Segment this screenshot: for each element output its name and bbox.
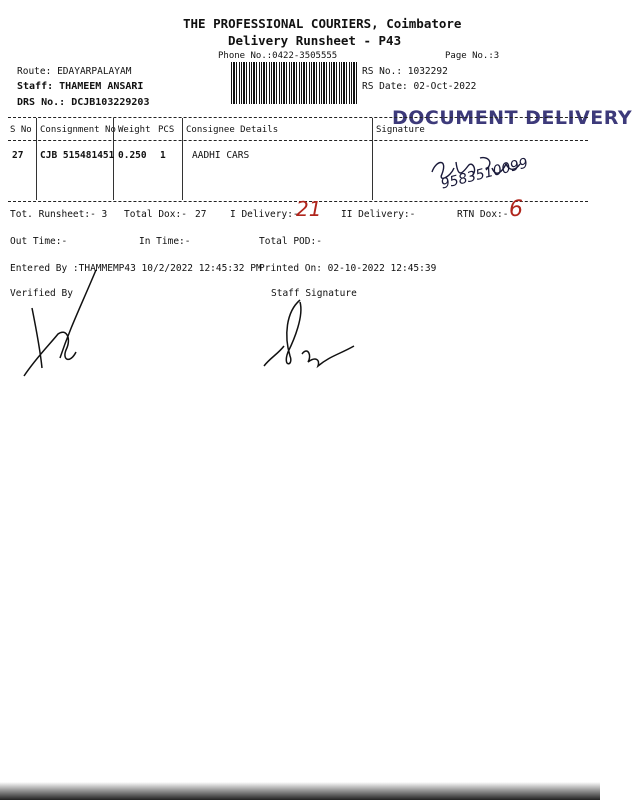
col-divider: [36, 118, 37, 200]
total-dox-label: Total Dox:-: [124, 209, 187, 220]
col-divider: [182, 118, 183, 200]
total-runsheet: Tot. Runsheet:- 3: [10, 209, 108, 220]
table-top-rule: [8, 117, 588, 118]
route-row: [17, 66, 131, 77]
col-header-consignment: Consignment No: [40, 125, 116, 135]
col-divider: [372, 118, 373, 200]
phone-number: Phone No.:0422-3505555: [218, 51, 338, 61]
drs-value: DCJB103229203: [71, 97, 150, 108]
staff-label: Staff:: [17, 81, 54, 92]
company-title: THE PROFESSIONAL COURIERS, Coimbatore: [183, 16, 462, 31]
staff-value: THAMEEM ANSARI: [59, 81, 144, 92]
total-dox-value: 27: [195, 209, 207, 220]
verified-by-label: Verified By: [10, 288, 73, 299]
rs-number: RS No.: 1032292: [362, 66, 448, 77]
i-delivery-label: I Delivery:-: [230, 209, 299, 220]
scan-edge: [0, 782, 600, 800]
row-consignee: AADHI CARS: [192, 150, 250, 161]
i-delivery-value: 21: [296, 197, 322, 221]
col-header-weight: Weight: [118, 125, 151, 135]
row-weight: 0.250: [118, 150, 147, 161]
row-sno: 27: [12, 150, 24, 161]
verified-by-signature: [10, 268, 100, 383]
page-number: Page No.:3: [445, 51, 500, 61]
ii-delivery-label: II Delivery:-: [341, 209, 416, 220]
rtn-dox-label: RTN Dox:-: [457, 209, 509, 220]
rtn-dox-value: 6: [509, 197, 523, 222]
document-delivery-stamp: DOCUMENT DELIVERY: [392, 107, 632, 129]
row-consignment: CJB 515481451: [40, 150, 115, 161]
row-pcs: 1: [160, 150, 166, 161]
barcode: [231, 62, 357, 104]
printed-on: Printed On: 02-10-2022 12:45:39: [259, 263, 437, 274]
table-header-rule: [8, 140, 588, 141]
staff-signature-label: Staff Signature: [271, 288, 357, 299]
staff-signature: [260, 296, 360, 376]
staff-row: [17, 81, 143, 92]
recipient-phone: 9583510099: [439, 155, 530, 193]
runsheet-title: Delivery Runsheet - P43: [228, 33, 402, 48]
in-time: In Time:-: [139, 236, 191, 247]
col-header-pcs: PCS: [158, 125, 175, 135]
entered-by: Entered By :THAMMEMP43 10/2/2022 12:45:32 PM: [10, 263, 262, 274]
drs-label: DRS No.:: [17, 97, 66, 108]
total-pod: Total POD:-: [259, 236, 322, 247]
out-time: Out Time:-: [10, 236, 68, 247]
col-header-signature: Signature: [376, 125, 425, 135]
drs-row: [17, 97, 149, 108]
route-label: Route:: [17, 66, 52, 77]
col-header-sno: S No: [10, 125, 32, 135]
route-value: EDAYARPALAYAM: [57, 66, 132, 77]
col-header-consignee: Consignee Details: [186, 125, 279, 135]
rs-date: RS Date: 02-Oct-2022: [362, 81, 477, 92]
